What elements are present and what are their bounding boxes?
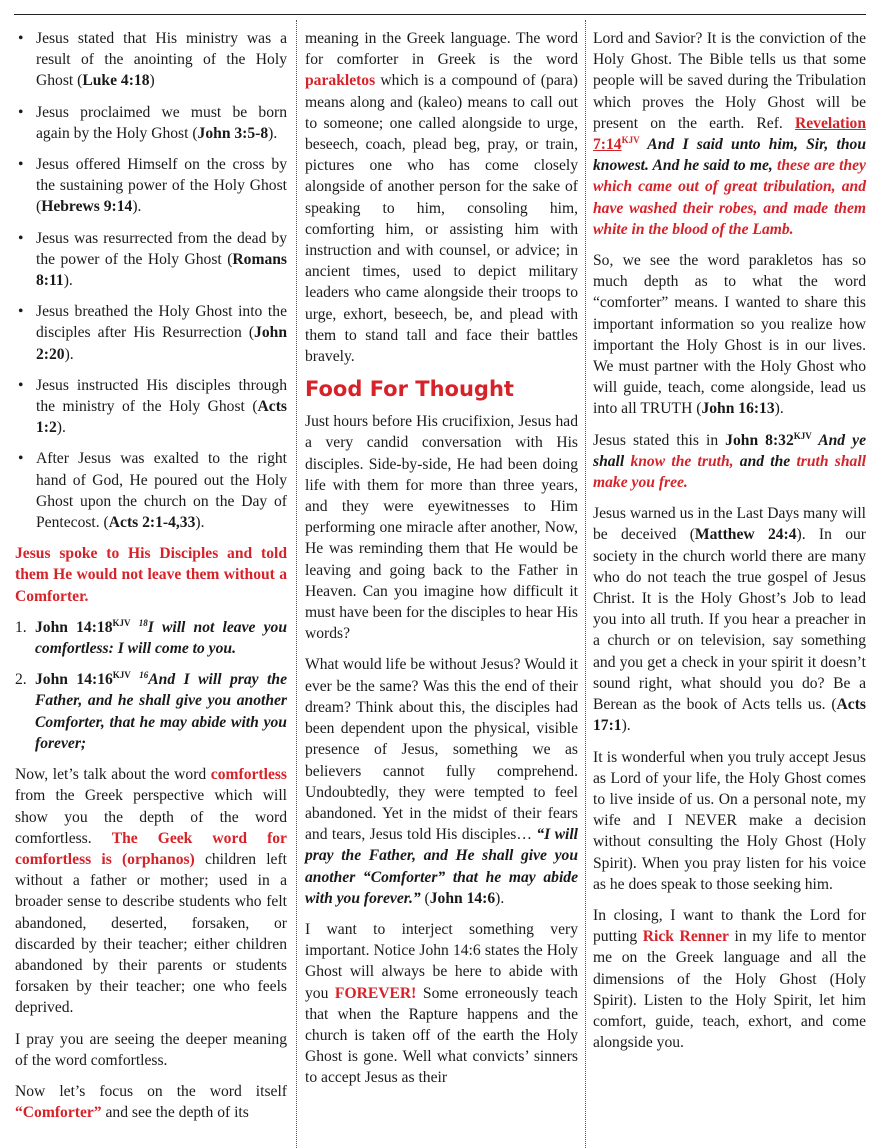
scripture-ref: John 2:20 bbox=[36, 324, 287, 363]
column-divider bbox=[585, 20, 586, 1148]
quote: “I will pray the Father, and He shall give you another “Comforter” that he may abide with you forever.” bbox=[305, 826, 579, 907]
quote: And ye shall bbox=[593, 431, 866, 470]
red-subheading: Jesus spoke to His Disciples and told them He would not leave them without a Comforter. bbox=[15, 545, 287, 605]
quote: and the bbox=[733, 452, 797, 470]
bullet-item: • Jesus proclaimed we must be born again by the Holy Ghost (John 3:5-8). bbox=[15, 102, 287, 144]
top-rule bbox=[14, 14, 866, 15]
paragraph: It is wonderful when you truly accept Jesus as Lord of your life, the Holy Ghost comes to live inside of us. On a personal note, my wife and I NEVER make a decision without consulting the Holy Ghost (Holy Spirit). When you pray listen for his voice as he does speak to those seeking him. bbox=[593, 748, 866, 893]
bullet-item: • Jesus instructed His disciples through the ministry of the Holy Ghost (Acts 1:2). bbox=[15, 375, 287, 439]
scripture-ref: John 3:5-8 bbox=[197, 124, 269, 142]
scripture-ref: Acts 2:1-4,33 bbox=[108, 514, 196, 532]
highlight: FOREVER! bbox=[334, 984, 417, 1002]
scripture-ref: John 14:6 bbox=[429, 889, 496, 907]
quote: And I said unto him, Sir, thou knowest. And he said to me, bbox=[593, 136, 866, 175]
quote: know the truth, bbox=[630, 452, 734, 470]
verse-item: 2. John $14:16^{KJV}$ $^{16}$And I will pray the Father, and he shall give you another Comforter, that he may abide with you forever; bbox=[15, 670, 287, 752]
paragraph: Jesus warned us in the Last Days many will be deceived (Matthew 24:4). In our society in the church world there are many who do not teach the true gospel of Jesus Christ. It is the Holy Ghost’s Job to lead you into all truth. If you hear a preacher in a church or on television, say something and you get a check in your spirit it doesn’t sound right, what should you do? Be a Berean as the book of Acts tells us. (Acts 17:1). bbox=[593, 505, 866, 735]
verse-list bbox=[15, 617, 287, 754]
paragraph: Jesus stated this in John $8:32^{KJV}$ And ye shall know the truth, and the truth shall make you free. bbox=[593, 430, 866, 492]
verse-text: I will not leave you comfortless: I will come to you. bbox=[35, 618, 287, 658]
highlight: parakletos bbox=[305, 72, 376, 90]
scripture-ref: John 8:32 bbox=[725, 431, 794, 449]
scripture-ref: John 14:18 bbox=[35, 618, 113, 636]
bullet-item: • Jesus offered Himself on the cross by the sustaining power of the Holy Ghost (Hebrews 9:14). bbox=[15, 154, 287, 218]
paragraph: So, we see the word parakletos has so much depth as to what the word “comforter” means. I wanted to share this important information so you realize how important the Holy Ghost is in our lives. We must partner with the Holy Ghost who will guide, teach, come alongside, lead us into all TRUTH (John 16:13). bbox=[593, 252, 866, 418]
column-1 bbox=[15, 28, 287, 1133]
scripture-ref: Matthew 24:4 bbox=[694, 526, 797, 544]
scripture-ref: Romans 8:11 bbox=[36, 250, 287, 290]
paragraph: I pray you are seeing the deeper meaning of the word comfortless. bbox=[15, 1030, 287, 1069]
bullet-item: • Jesus was resurrected from the dead by the power of the Holy Ghost (Romans 8:11). bbox=[15, 228, 287, 292]
highlight: The Geek word for comfortless is (orphanos) bbox=[15, 829, 287, 868]
bullet-list bbox=[15, 28, 287, 533]
paragraph: In closing, I want to thank the Lord for putting Rick Renner in my life to mentor me on the Greek language and all the dimensions of the Holy Ghost (Holy Spirit). Listen to the Holy Spirit, let him comfort, guide, teach, exhort, and come alongside you. bbox=[593, 906, 866, 1052]
scripture-ref: Revelation 7:14 bbox=[593, 114, 866, 154]
bullet-item: • Jesus stated that His ministry was a result of the anointing of the Holy Ghost (Luke 4:18) bbox=[15, 28, 287, 92]
verse-text: And I will pray the Father, and he shall give you another Comforter, that he may abide with you forever; bbox=[35, 671, 287, 752]
scripture-ref: Acts 1:2 bbox=[36, 398, 287, 437]
scripture-ref: John 16:13 bbox=[701, 400, 775, 418]
scripture-ref: John 14:16 bbox=[35, 671, 113, 689]
highlight: “Comforter” bbox=[15, 1104, 102, 1122]
bullet-item: • After Jesus was exalted to the right hand of God, He poured out the Holy Ghost upon the church on the Day of Pentecost. (Acts 2:1-4,33). bbox=[15, 448, 287, 533]
scripture-ref: Luke 4:18 bbox=[82, 72, 150, 90]
section-heading: Food For Thought bbox=[305, 377, 514, 402]
verse-item: 1. John $14:18^{KJV}$ $^{18}$I will not leave you comfortless: I will come to you. bbox=[15, 617, 287, 658]
highlight: Rick Renner bbox=[642, 928, 729, 946]
column-2 bbox=[305, 28, 578, 1099]
scripture-ref: Hebrews 9:14 bbox=[41, 198, 133, 216]
paragraph: Lord and Savior? It is the conviction of the Holy Ghost. The Bible tells us that some people will be saved during the Tribulation which proves the Holy Ghost will be present on the earth. Ref. Revelation $7:14^{KJV}$ And I said unto him, Sir, thou knowest. And he said to me, these are they which came out of great tribulation, and have washed their robes, and made them white in the blood of the Lamb. bbox=[593, 30, 866, 238]
paragraph: What would life be without Jesus? Would it ever be the same? Was this the end of their dream? Think about this, the disciples had been dependent upon the physical, visible presence of Jesus, something we as believers cannot fully comprehend. Undoubtedly, they were tempted to feel abandoned. Yet in the midst of their fears and tears, Jesus told His disciples… “I will pray the Father, and He shall give you another “Comforter” that he may abide with you forever.” (John 14:6). bbox=[305, 656, 579, 907]
column-3 bbox=[593, 28, 866, 1063]
paragraph: Now, let’s talk about the word comfortless from the Greek perspective which will show you the depth of the word comfortless. The Geek word for comfortless is (orphanos) children left without a father or mother; used in a broader sense to describe students who felt abandoned, deserted, forsaken, or discarded by their teacher; either children abandoned by their parents or students forsaken by their teacher; one who feels deprived. bbox=[15, 766, 288, 1017]
quote: truth shall make you free. bbox=[593, 452, 866, 492]
column-divider bbox=[296, 20, 297, 1148]
highlight: comfortless bbox=[210, 766, 287, 784]
scripture-ref: Acts 17:1 bbox=[593, 696, 866, 735]
quote: these are they which came out of great tribulation, and have washed their robes, and made them white in the blood of the Lamb. bbox=[593, 157, 866, 238]
paragraph: Now let’s focus on the word itself “Comforter” and see the depth of its bbox=[15, 1082, 287, 1122]
paragraph: Just hours before His crucifixion, Jesus had a very candid conversation with His disciples. Side-by-side, He had been doing life with them for more than three years, and they were eyewitnesses to Him performing one miracle after another, Now, He was reminding them that He would be leaving and going back to the Father in Heaven. Can you imagine how difficult it must have been for the disciples to hear His words? bbox=[305, 413, 578, 643]
paragraph: I want to interject something very important. Notice John 14:6 states the Holy Ghost will always be here to abide with you FOREVER! Some erroneously teach that when the Rapture happens and the church is taken off of the earth the Holy Ghost is gone. Well what convicts’ sinners to accept Jesus as their bbox=[305, 920, 578, 1087]
paragraph: meaning in the Greek language. The word for comforter in Greek is the word parakletos which is a compound of (para) means along and (kaleo) means to call out to someone; one called alongside to urge, beseech, coach, plead beg, pray, or train, pictures one who has come closely alongside of another person for the sake of speaking to him, consoling him, comforting him, or assisting him with instruction and with counsel, or advice; in ancient times, used to depict military leaders who came alongside their troops to urge, exhort, beseech, be, and plead with them to stand tall and face their battles bravely. bbox=[305, 30, 578, 366]
bullet-item: • Jesus breathed the Holy Ghost into the disciples after His Resurrection (John 2:20). bbox=[15, 301, 287, 365]
